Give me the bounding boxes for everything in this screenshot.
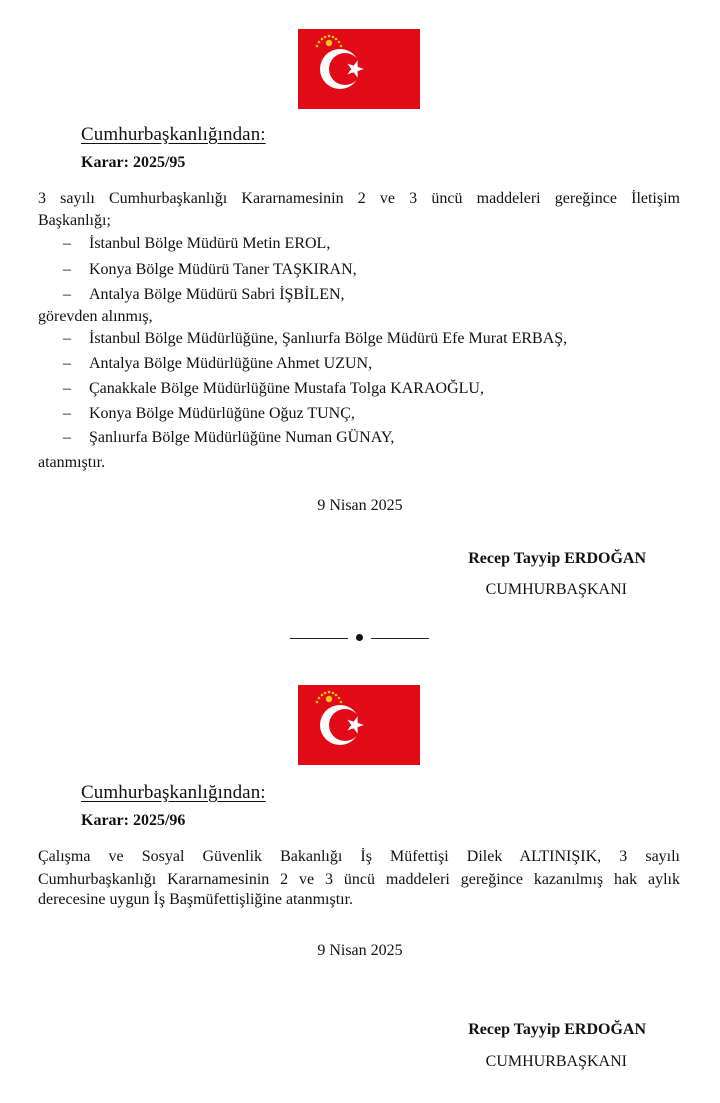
list-dash: –: [63, 261, 71, 278]
decree2-signer-title: CUMHURBAŞKANI: [485, 1053, 627, 1070]
decree1-closing: atanmıştır.: [38, 454, 106, 471]
flag-icon: [298, 29, 420, 109]
list-dash: –: [63, 355, 71, 372]
turkish-flag-emblem: [298, 685, 420, 765]
appointed-item-2: Antalya Bölge Müdürlüğüne Ahmet UZUN,: [89, 355, 373, 372]
decree1-number: Karar: 2025/95: [81, 154, 186, 171]
decree1-signer-name: Recep Tayyip ERDOĞAN: [468, 550, 646, 567]
decree1-middle: görevden alınmış,: [38, 308, 153, 325]
decree2-line1: Çalışma ve Sosyal Güvenlik Bakanlığı İş Müfettişi Dilek ALTINIŞIK, 3 sayılı: [38, 848, 680, 865]
list-dash: –: [63, 405, 71, 422]
turkish-flag-emblem: [298, 29, 420, 109]
decree2-number: Karar: 2025/96: [81, 812, 186, 829]
decree1-intro-line1: 3 sayılı Cumhurbaşkanlığı Kararnamesinin 2 ve 3 üncü maddeleri gereğince İletişim: [38, 190, 680, 207]
section-separator: [290, 628, 430, 648]
dismissed-item-3: Antalya Bölge Müdürü Sabri İŞBİLEN,: [89, 286, 345, 303]
decree1-intro-line2: Başkanlığı;: [38, 212, 111, 229]
list-dash: –: [63, 235, 71, 252]
list-dash: –: [63, 429, 71, 446]
dismissed-item-1: İstanbul Bölge Müdürü Metin EROL,: [89, 235, 331, 252]
decree2-heading: Cumhurbaşkanlığından:: [81, 782, 266, 803]
dismissed-item-2: Konya Bölge Müdürü Taner TAŞKIRAN,: [89, 261, 357, 278]
decree1-date: 9 Nisan 2025: [317, 497, 403, 514]
flag-icon: [298, 685, 420, 765]
decree1-heading: Cumhurbaşkanlığından:: [81, 124, 266, 145]
list-dash: –: [63, 380, 71, 397]
appointed-item-1: İstanbul Bölge Müdürlüğüne, Şanlıurfa Bölge Müdürü Efe Murat ERBAŞ,: [89, 330, 568, 347]
decree2-line3: derecesine uygun İş Başmüfettişliğine atanmıştır.: [38, 891, 354, 908]
decree2-signer-name: Recep Tayyip ERDOĞAN: [468, 1021, 646, 1038]
decree2-line2: Cumhurbaşkanlığı Kararnamesinin 2 ve 3 üncü maddeleri gereğince kazanılmış hak aylık: [38, 871, 680, 888]
separator-dot-icon: [356, 634, 363, 641]
list-dash: –: [63, 330, 71, 347]
appointed-item-3: Çanakkale Bölge Müdürlüğüne Mustafa Tolga KARAOĞLU,: [89, 380, 484, 397]
list-dash: –: [63, 286, 71, 303]
appointed-item-5: Şanlıurfa Bölge Müdürlüğüne Numan GÜNAY,: [89, 429, 395, 446]
appointed-item-4: Konya Bölge Müdürlüğüne Oğuz TUNÇ,: [89, 405, 355, 422]
decree1-signer-title: CUMHURBAŞKANI: [485, 581, 627, 598]
decree2-date: 9 Nisan 2025: [317, 942, 403, 959]
